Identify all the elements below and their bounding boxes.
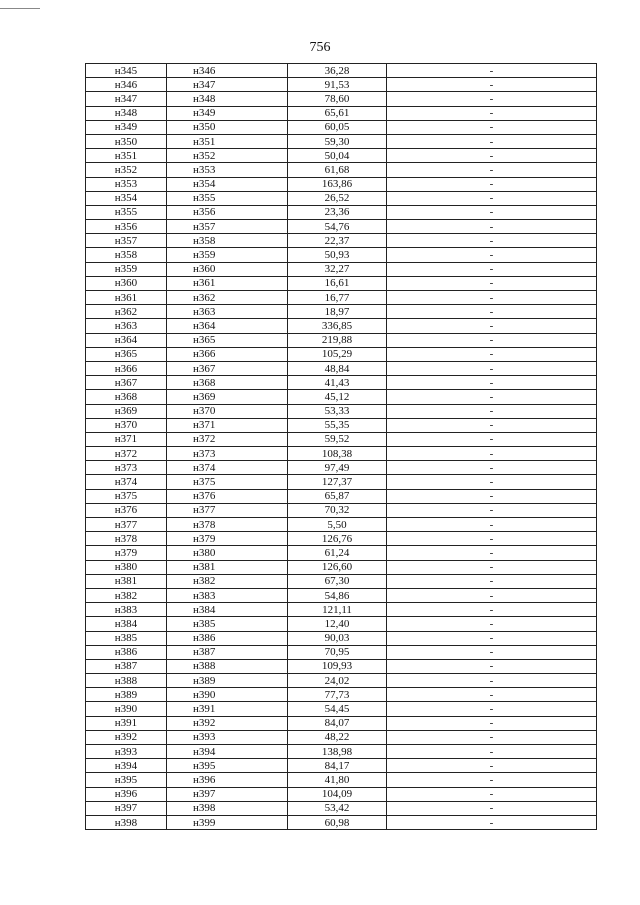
table-row — [86, 234, 597, 248]
table-row — [86, 815, 597, 829]
length-cell: 50,04 — [288, 149, 387, 163]
note-cell: - — [387, 305, 597, 319]
length-cell: 53,42 — [288, 801, 387, 815]
point-to-cell: н354 — [167, 177, 288, 191]
length-cell: 48,84 — [288, 361, 387, 375]
point-from-cell: н395 — [86, 773, 167, 787]
table-row — [86, 688, 597, 702]
note-cell: - — [387, 603, 597, 617]
note-cell: - — [387, 645, 597, 659]
table-row — [86, 773, 597, 787]
point-to-cell: н379 — [167, 532, 288, 546]
note-cell: - — [387, 149, 597, 163]
length-cell: 90,03 — [288, 631, 387, 645]
point-from-cell: н385 — [86, 631, 167, 645]
note-cell: - — [387, 262, 597, 276]
point-to-cell: н371 — [167, 418, 288, 432]
point-to-cell: н359 — [167, 248, 288, 262]
point-from-cell: н348 — [86, 106, 167, 120]
point-from-cell: н345 — [86, 64, 167, 78]
table-row — [86, 702, 597, 716]
length-cell: 18,97 — [288, 305, 387, 319]
table-row — [86, 134, 597, 148]
note-cell: - — [387, 191, 597, 205]
point-to-cell: н358 — [167, 234, 288, 248]
point-from-cell: н380 — [86, 560, 167, 574]
length-cell: 23,36 — [288, 205, 387, 219]
table-row — [86, 588, 597, 602]
table-row — [86, 518, 597, 532]
length-cell: 105,29 — [288, 347, 387, 361]
table-row — [86, 149, 597, 163]
table-row — [86, 503, 597, 517]
length-cell: 84,17 — [288, 759, 387, 773]
point-from-cell: н353 — [86, 177, 167, 191]
table-row — [86, 461, 597, 475]
table-row — [86, 432, 597, 446]
point-from-cell: н354 — [86, 191, 167, 205]
point-from-cell: н396 — [86, 787, 167, 801]
point-to-cell: н397 — [167, 787, 288, 801]
point-to-cell: н349 — [167, 106, 288, 120]
table-row — [86, 560, 597, 574]
table-row — [86, 205, 597, 219]
point-to-cell: н367 — [167, 361, 288, 375]
table-row — [86, 305, 597, 319]
point-from-cell: н377 — [86, 518, 167, 532]
note-cell: - — [387, 674, 597, 688]
point-to-cell: н380 — [167, 546, 288, 560]
table-row — [86, 262, 597, 276]
point-to-cell: н393 — [167, 730, 288, 744]
point-from-cell: н356 — [86, 220, 167, 234]
length-cell: 55,35 — [288, 418, 387, 432]
length-cell: 61,68 — [288, 163, 387, 177]
table-row — [86, 347, 597, 361]
point-from-cell: н362 — [86, 305, 167, 319]
length-cell: 41,80 — [288, 773, 387, 787]
point-to-cell: н399 — [167, 815, 288, 829]
point-from-cell: н375 — [86, 489, 167, 503]
page-number: 756 — [309, 40, 331, 55]
length-cell: 60,05 — [288, 120, 387, 134]
point-from-cell: н350 — [86, 134, 167, 148]
note-cell: - — [387, 291, 597, 305]
length-cell: 26,52 — [288, 191, 387, 205]
length-cell: 5,50 — [288, 518, 387, 532]
point-from-cell: н360 — [86, 276, 167, 290]
point-to-cell: н394 — [167, 745, 288, 759]
length-cell: 109,93 — [288, 659, 387, 673]
length-cell: 16,61 — [288, 276, 387, 290]
point-to-cell: н372 — [167, 432, 288, 446]
length-cell: 163,86 — [288, 177, 387, 191]
point-from-cell: н366 — [86, 361, 167, 375]
table-row — [86, 716, 597, 730]
table-row — [86, 745, 597, 759]
point-from-cell: н383 — [86, 603, 167, 617]
point-to-cell: н360 — [167, 262, 288, 276]
note-cell: - — [387, 120, 597, 134]
point-to-cell: н361 — [167, 276, 288, 290]
point-from-cell: н349 — [86, 120, 167, 134]
length-cell: 41,43 — [288, 376, 387, 390]
table-row — [86, 801, 597, 815]
note-cell: - — [387, 92, 597, 106]
note-cell: - — [387, 376, 597, 390]
point-from-cell: н397 — [86, 801, 167, 815]
table-row — [86, 120, 597, 134]
note-cell: - — [387, 532, 597, 546]
point-to-cell: н352 — [167, 149, 288, 163]
point-to-cell: н391 — [167, 702, 288, 716]
length-cell: 126,60 — [288, 560, 387, 574]
point-from-cell: н381 — [86, 574, 167, 588]
point-from-cell: н351 — [86, 149, 167, 163]
point-from-cell: н363 — [86, 319, 167, 333]
point-from-cell: н364 — [86, 333, 167, 347]
point-from-cell: н398 — [86, 815, 167, 829]
length-cell: 59,30 — [288, 134, 387, 148]
point-from-cell: н355 — [86, 205, 167, 219]
table-row — [86, 617, 597, 631]
point-from-cell: н394 — [86, 759, 167, 773]
note-cell: - — [387, 404, 597, 418]
note-cell: - — [387, 319, 597, 333]
table-row — [86, 163, 597, 177]
length-cell: 70,32 — [288, 503, 387, 517]
point-from-cell: н376 — [86, 503, 167, 517]
point-from-cell: н384 — [86, 617, 167, 631]
scan-border-line — [0, 8, 40, 9]
length-cell: 65,61 — [288, 106, 387, 120]
point-to-cell: н376 — [167, 489, 288, 503]
note-cell: - — [387, 617, 597, 631]
length-cell: 77,73 — [288, 688, 387, 702]
length-cell: 54,86 — [288, 588, 387, 602]
length-cell: 24,02 — [288, 674, 387, 688]
table-row — [86, 361, 597, 375]
table-row — [86, 603, 597, 617]
point-to-cell: н364 — [167, 319, 288, 333]
point-from-cell: н379 — [86, 546, 167, 560]
length-cell: 61,24 — [288, 546, 387, 560]
table-row — [86, 390, 597, 404]
point-to-cell: н350 — [167, 120, 288, 134]
length-cell: 219,88 — [288, 333, 387, 347]
point-from-cell: н393 — [86, 745, 167, 759]
note-cell: - — [387, 78, 597, 92]
point-to-cell: н366 — [167, 347, 288, 361]
point-to-cell: н382 — [167, 574, 288, 588]
note-cell: - — [387, 716, 597, 730]
note-cell: - — [387, 489, 597, 503]
point-from-cell: н388 — [86, 674, 167, 688]
note-cell: - — [387, 177, 597, 191]
note-cell: - — [387, 390, 597, 404]
note-cell: - — [387, 773, 597, 787]
table-row — [86, 546, 597, 560]
note-cell: - — [387, 461, 597, 475]
length-cell: 91,53 — [288, 78, 387, 92]
table-row — [86, 447, 597, 461]
point-from-cell: н372 — [86, 447, 167, 461]
table-row — [86, 319, 597, 333]
point-to-cell: н363 — [167, 305, 288, 319]
point-to-cell: н383 — [167, 588, 288, 602]
length-cell: 84,07 — [288, 716, 387, 730]
length-cell: 336,85 — [288, 319, 387, 333]
table-row — [86, 248, 597, 262]
point-to-cell: н356 — [167, 205, 288, 219]
note-cell: - — [387, 702, 597, 716]
note-cell: - — [387, 134, 597, 148]
table-row — [86, 532, 597, 546]
point-from-cell: н387 — [86, 659, 167, 673]
point-from-cell: н378 — [86, 532, 167, 546]
note-cell: - — [387, 787, 597, 801]
length-cell: 60,98 — [288, 815, 387, 829]
table-row — [86, 106, 597, 120]
table-row — [86, 418, 597, 432]
note-cell: - — [387, 546, 597, 560]
note-cell: - — [387, 503, 597, 517]
point-from-cell: н389 — [86, 688, 167, 702]
note-cell: - — [387, 815, 597, 829]
length-cell: 138,98 — [288, 745, 387, 759]
length-cell: 16,77 — [288, 291, 387, 305]
table-row — [86, 730, 597, 744]
note-cell: - — [387, 659, 597, 673]
length-cell: 97,49 — [288, 461, 387, 475]
table-row — [86, 333, 597, 347]
note-cell: - — [387, 588, 597, 602]
table-row — [86, 276, 597, 290]
note-cell: - — [387, 447, 597, 461]
point-to-cell: н381 — [167, 560, 288, 574]
point-to-cell: н348 — [167, 92, 288, 106]
table-row — [86, 291, 597, 305]
length-cell: 54,45 — [288, 702, 387, 716]
length-cell: 121,11 — [288, 603, 387, 617]
note-cell: - — [387, 574, 597, 588]
table-row — [86, 475, 597, 489]
length-cell: 127,37 — [288, 475, 387, 489]
table-row — [86, 177, 597, 191]
point-to-cell: н370 — [167, 404, 288, 418]
point-to-cell: н390 — [167, 688, 288, 702]
table-row — [86, 787, 597, 801]
note-cell: - — [387, 64, 597, 78]
table-body — [86, 64, 597, 830]
point-from-cell: н367 — [86, 376, 167, 390]
point-from-cell: н359 — [86, 262, 167, 276]
note-cell: - — [387, 205, 597, 219]
note-cell: - — [387, 688, 597, 702]
point-from-cell: н361 — [86, 291, 167, 305]
length-cell: 22,37 — [288, 234, 387, 248]
length-cell: 67,30 — [288, 574, 387, 588]
point-to-cell: н396 — [167, 773, 288, 787]
point-from-cell: н358 — [86, 248, 167, 262]
point-from-cell: н347 — [86, 92, 167, 106]
point-to-cell: н365 — [167, 333, 288, 347]
note-cell: - — [387, 347, 597, 361]
table-row — [86, 659, 597, 673]
point-to-cell: н351 — [167, 134, 288, 148]
point-to-cell: н395 — [167, 759, 288, 773]
point-from-cell: н369 — [86, 404, 167, 418]
table-row — [86, 92, 597, 106]
table-row — [86, 78, 597, 92]
point-to-cell: н387 — [167, 645, 288, 659]
length-cell: 108,38 — [288, 447, 387, 461]
length-cell: 48,22 — [288, 730, 387, 744]
length-cell: 53,33 — [288, 404, 387, 418]
point-to-cell: н347 — [167, 78, 288, 92]
note-cell: - — [387, 801, 597, 815]
length-cell: 50,93 — [288, 248, 387, 262]
point-to-cell: н388 — [167, 659, 288, 673]
note-cell: - — [387, 418, 597, 432]
length-cell: 104,09 — [288, 787, 387, 801]
note-cell: - — [387, 220, 597, 234]
boundary-segments-table — [85, 63, 597, 830]
point-from-cell: н373 — [86, 461, 167, 475]
note-cell: - — [387, 518, 597, 532]
length-cell: 70,95 — [288, 645, 387, 659]
point-to-cell: н362 — [167, 291, 288, 305]
point-from-cell: н374 — [86, 475, 167, 489]
note-cell: - — [387, 730, 597, 744]
note-cell: - — [387, 745, 597, 759]
table-row — [86, 674, 597, 688]
note-cell: - — [387, 361, 597, 375]
length-cell: 12,40 — [288, 617, 387, 631]
table-row — [86, 404, 597, 418]
point-from-cell: н370 — [86, 418, 167, 432]
point-from-cell: н390 — [86, 702, 167, 716]
note-cell: - — [387, 475, 597, 489]
point-to-cell: н353 — [167, 163, 288, 177]
point-to-cell: н392 — [167, 716, 288, 730]
point-from-cell: н352 — [86, 163, 167, 177]
point-to-cell: н369 — [167, 390, 288, 404]
point-to-cell: н357 — [167, 220, 288, 234]
table-row — [86, 191, 597, 205]
table-row — [86, 489, 597, 503]
length-cell: 78,60 — [288, 92, 387, 106]
note-cell: - — [387, 234, 597, 248]
point-to-cell: н355 — [167, 191, 288, 205]
note-cell: - — [387, 631, 597, 645]
table-row — [86, 759, 597, 773]
note-cell: - — [387, 276, 597, 290]
table-row — [86, 645, 597, 659]
table-row — [86, 376, 597, 390]
point-from-cell: н371 — [86, 432, 167, 446]
point-from-cell: н391 — [86, 716, 167, 730]
note-cell: - — [387, 432, 597, 446]
length-cell: 59,52 — [288, 432, 387, 446]
table-row — [86, 631, 597, 645]
note-cell: - — [387, 106, 597, 120]
table-row — [86, 64, 597, 78]
point-to-cell: н398 — [167, 801, 288, 815]
point-from-cell: н386 — [86, 645, 167, 659]
point-to-cell: н377 — [167, 503, 288, 517]
point-to-cell: н389 — [167, 674, 288, 688]
point-to-cell: н373 — [167, 447, 288, 461]
note-cell: - — [387, 333, 597, 347]
length-cell: 126,76 — [288, 532, 387, 546]
table-row — [86, 220, 597, 234]
point-to-cell: н374 — [167, 461, 288, 475]
note-cell: - — [387, 248, 597, 262]
length-cell: 65,87 — [288, 489, 387, 503]
point-to-cell: н386 — [167, 631, 288, 645]
length-cell: 32,27 — [288, 262, 387, 276]
point-to-cell: н375 — [167, 475, 288, 489]
point-from-cell: н382 — [86, 588, 167, 602]
point-from-cell: н346 — [86, 78, 167, 92]
length-cell: 36,28 — [288, 64, 387, 78]
point-from-cell: н357 — [86, 234, 167, 248]
point-from-cell: н392 — [86, 730, 167, 744]
point-to-cell: н368 — [167, 376, 288, 390]
point-to-cell: н346 — [167, 64, 288, 78]
note-cell: - — [387, 759, 597, 773]
point-from-cell: н368 — [86, 390, 167, 404]
note-cell: - — [387, 163, 597, 177]
table-row — [86, 574, 597, 588]
length-cell: 45,12 — [288, 390, 387, 404]
point-to-cell: н385 — [167, 617, 288, 631]
point-to-cell: н378 — [167, 518, 288, 532]
length-cell: 54,76 — [288, 220, 387, 234]
point-from-cell: н365 — [86, 347, 167, 361]
point-to-cell: н384 — [167, 603, 288, 617]
note-cell: - — [387, 560, 597, 574]
